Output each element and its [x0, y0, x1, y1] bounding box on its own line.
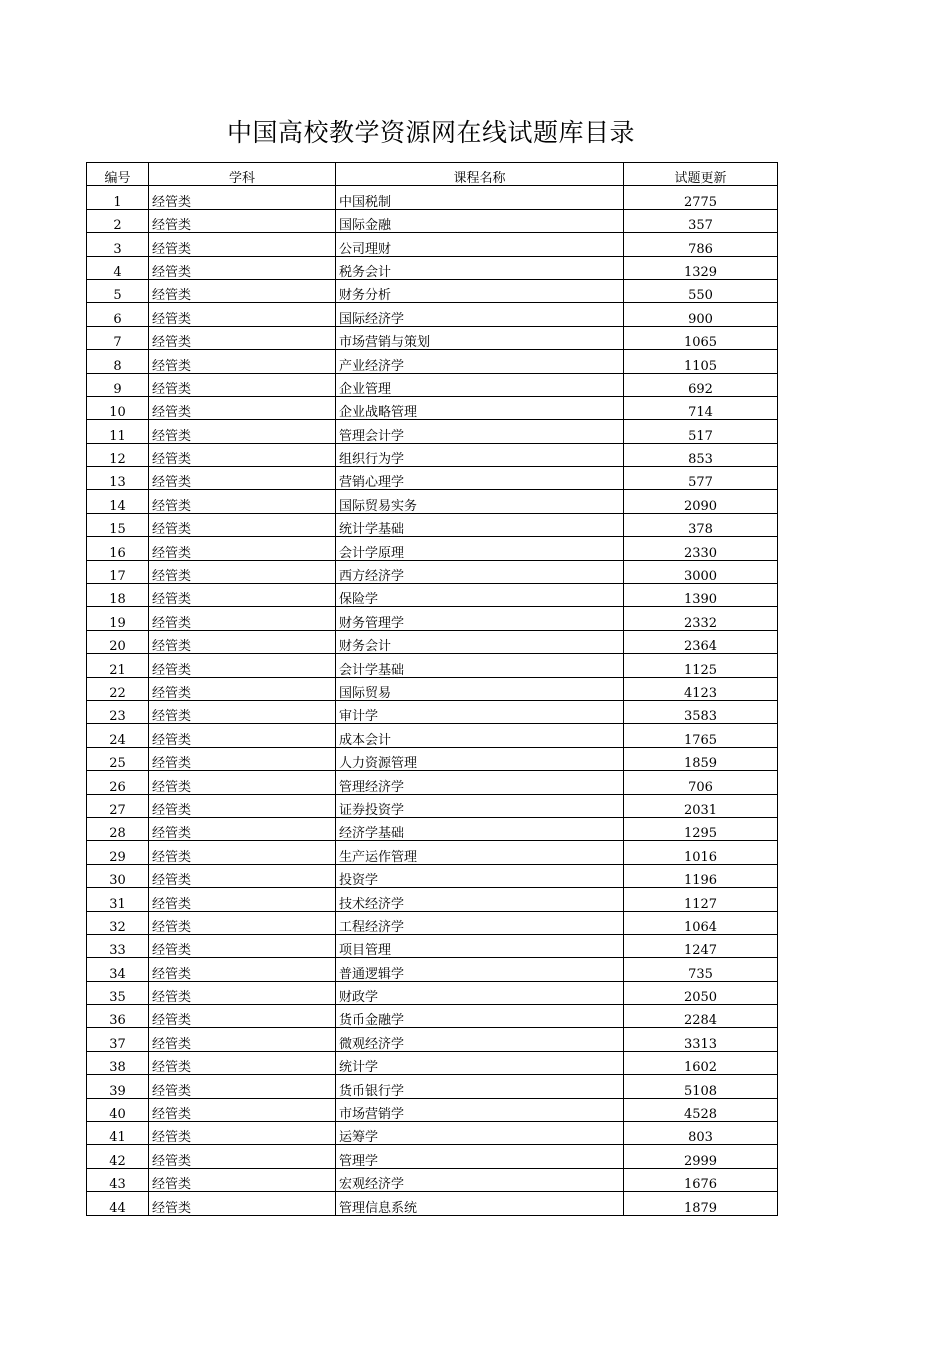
row-question-count: 357: [624, 209, 778, 232]
row-subject: 经管类: [149, 420, 336, 443]
row-question-count: 853: [624, 443, 778, 466]
row-subject: 经管类: [149, 443, 336, 466]
row-subject: 经管类: [149, 934, 336, 957]
table-row: [87, 186, 778, 209]
row-number: 1: [87, 186, 149, 209]
row-question-count: 2050: [624, 981, 778, 1004]
row-course-name: 项目管理: [336, 934, 624, 957]
table-header-row: [87, 163, 778, 186]
row-course-name: 企业管理: [336, 373, 624, 396]
table-row: [87, 1005, 778, 1028]
row-number: 36: [87, 1005, 149, 1028]
table-row: [87, 256, 778, 279]
row-question-count: 550: [624, 279, 778, 302]
table-row: [87, 396, 778, 419]
row-subject: 经管类: [149, 326, 336, 349]
row-subject: 经管类: [149, 350, 336, 373]
row-number: 17: [87, 560, 149, 583]
row-subject: 经管类: [149, 700, 336, 723]
row-number: 3: [87, 233, 149, 256]
row-question-count: 1064: [624, 911, 778, 934]
row-course-name: 市场营销学: [336, 1098, 624, 1121]
row-course-name: 运筹学: [336, 1122, 624, 1145]
table-row: [87, 794, 778, 817]
row-number: 27: [87, 794, 149, 817]
row-question-count: 2332: [624, 607, 778, 630]
row-course-name: 管理会计学: [336, 420, 624, 443]
row-course-name: 投资学: [336, 864, 624, 887]
row-question-count: 1329: [624, 256, 778, 279]
row-course-name: 中国税制: [336, 186, 624, 209]
row-course-name: 微观经济学: [336, 1028, 624, 1051]
row-subject: 经管类: [149, 186, 336, 209]
row-number: 15: [87, 513, 149, 536]
row-number: 24: [87, 724, 149, 747]
row-subject: 经管类: [149, 467, 336, 490]
row-subject: 经管类: [149, 279, 336, 302]
row-subject: 经管类: [149, 256, 336, 279]
table-row: [87, 771, 778, 794]
row-number: 37: [87, 1028, 149, 1051]
table-row: [87, 420, 778, 443]
row-course-name: 会计学原理: [336, 537, 624, 560]
table-row: [87, 747, 778, 770]
row-question-count: 577: [624, 467, 778, 490]
row-question-count: 2284: [624, 1005, 778, 1028]
table-row: [87, 467, 778, 490]
table-row: [87, 1028, 778, 1051]
row-subject: 经管类: [149, 677, 336, 700]
row-subject: 经管类: [149, 513, 336, 536]
row-course-name: 财政学: [336, 981, 624, 1004]
header-question-updates: 试题更新: [624, 163, 778, 186]
row-number: 13: [87, 467, 149, 490]
row-subject: 经管类: [149, 771, 336, 794]
row-subject: 经管类: [149, 724, 336, 747]
table-row: [87, 630, 778, 653]
row-number: 22: [87, 677, 149, 700]
table-row: [87, 560, 778, 583]
row-subject: 经管类: [149, 841, 336, 864]
course-catalog-table: [86, 162, 778, 1216]
row-question-count: 1125: [624, 654, 778, 677]
row-course-name: 营销心理学: [336, 467, 624, 490]
row-number: 33: [87, 934, 149, 957]
header-course-name: 课程名称: [336, 163, 624, 186]
row-number: 7: [87, 326, 149, 349]
row-subject: 经管类: [149, 1028, 336, 1051]
row-subject: 经管类: [149, 1168, 336, 1191]
row-number: 40: [87, 1098, 149, 1121]
table-row: [87, 677, 778, 700]
row-question-count: 692: [624, 373, 778, 396]
table-row: [87, 700, 778, 723]
row-number: 8: [87, 350, 149, 373]
row-question-count: 3000: [624, 560, 778, 583]
row-course-name: 宏观经济学: [336, 1168, 624, 1191]
row-course-name: 证券投资学: [336, 794, 624, 817]
row-course-name: 国际贸易实务: [336, 490, 624, 513]
row-course-name: 工程经济学: [336, 911, 624, 934]
row-course-name: 国际金融: [336, 209, 624, 232]
row-question-count: 3583: [624, 700, 778, 723]
table-row: [87, 209, 778, 232]
row-question-count: 1016: [624, 841, 778, 864]
row-number: 9: [87, 373, 149, 396]
row-number: 2: [87, 209, 149, 232]
row-course-name: 人力资源管理: [336, 747, 624, 770]
row-subject: 经管类: [149, 1122, 336, 1145]
row-question-count: 1247: [624, 934, 778, 957]
page-title: 中国高校教学资源网在线试题库目录: [226, 118, 635, 147]
row-number: 35: [87, 981, 149, 1004]
row-course-name: 税务会计: [336, 256, 624, 279]
row-number: 23: [87, 700, 149, 723]
table-row: [87, 303, 778, 326]
row-question-count: 4123: [624, 677, 778, 700]
row-number: 25: [87, 747, 149, 770]
table-row: [87, 911, 778, 934]
table-row: [87, 1168, 778, 1191]
table-row: [87, 513, 778, 536]
table-row: [87, 490, 778, 513]
table-row: [87, 1075, 778, 1098]
row-course-name: 财务管理学: [336, 607, 624, 630]
row-question-count: 1602: [624, 1051, 778, 1074]
row-number: 11: [87, 420, 149, 443]
row-subject: 经管类: [149, 1005, 336, 1028]
row-course-name: 市场营销与策划: [336, 326, 624, 349]
row-number: 32: [87, 911, 149, 934]
header-subject: 学科: [149, 163, 336, 186]
row-number: 4: [87, 256, 149, 279]
row-number: 16: [87, 537, 149, 560]
row-question-count: 1676: [624, 1168, 778, 1191]
row-course-name: 生产运作管理: [336, 841, 624, 864]
row-subject: 经管类: [149, 560, 336, 583]
row-course-name: 财务分析: [336, 279, 624, 302]
row-course-name: 财务会计: [336, 630, 624, 653]
row-course-name: 管理经济学: [336, 771, 624, 794]
table-row: [87, 279, 778, 302]
table-row: [87, 1145, 778, 1168]
row-course-name: 组织行为学: [336, 443, 624, 466]
row-course-name: 审计学: [336, 700, 624, 723]
row-subject: 经管类: [149, 233, 336, 256]
row-number: 42: [87, 1145, 149, 1168]
row-number: 30: [87, 864, 149, 887]
table-row: [87, 326, 778, 349]
row-course-name: 货币银行学: [336, 1075, 624, 1098]
row-subject: 经管类: [149, 303, 336, 326]
row-subject: 经管类: [149, 911, 336, 934]
row-course-name: 公司理财: [336, 233, 624, 256]
table-row: [87, 958, 778, 981]
row-subject: 经管类: [149, 1051, 336, 1074]
row-course-name: 管理学: [336, 1145, 624, 1168]
row-question-count: 1105: [624, 350, 778, 373]
row-question-count: 378: [624, 513, 778, 536]
row-course-name: 保险学: [336, 584, 624, 607]
row-number: 28: [87, 817, 149, 840]
row-subject: 经管类: [149, 817, 336, 840]
row-course-name: 成本会计: [336, 724, 624, 747]
row-number: 31: [87, 888, 149, 911]
row-subject: 经管类: [149, 490, 336, 513]
row-question-count: 786: [624, 233, 778, 256]
row-course-name: 管理信息系统: [336, 1192, 624, 1215]
row-question-count: 2364: [624, 630, 778, 653]
table-row: [87, 373, 778, 396]
row-number: 34: [87, 958, 149, 981]
row-number: 41: [87, 1122, 149, 1145]
row-number: 44: [87, 1192, 149, 1215]
row-course-name: 普通逻辑学: [336, 958, 624, 981]
table-row: [87, 443, 778, 466]
row-course-name: 会计学基础: [336, 654, 624, 677]
row-subject: 经管类: [149, 1098, 336, 1121]
row-course-name: 技术经济学: [336, 888, 624, 911]
row-subject: 经管类: [149, 537, 336, 560]
row-question-count: 2775: [624, 186, 778, 209]
row-course-name: 统计学: [336, 1051, 624, 1074]
table-row: [87, 584, 778, 607]
row-course-name: 统计学基础: [336, 513, 624, 536]
row-number: 18: [87, 584, 149, 607]
row-subject: 经管类: [149, 607, 336, 630]
row-number: 10: [87, 396, 149, 419]
row-number: 5: [87, 279, 149, 302]
table-row: [87, 864, 778, 887]
row-question-count: 1390: [624, 584, 778, 607]
row-course-name: 国际经济学: [336, 303, 624, 326]
row-subject: 经管类: [149, 1192, 336, 1215]
row-course-name: 国际贸易: [336, 677, 624, 700]
table-row: [87, 607, 778, 630]
row-question-count: 1765: [624, 724, 778, 747]
table-row: [87, 537, 778, 560]
table-row: [87, 841, 778, 864]
row-question-count: 2031: [624, 794, 778, 817]
row-number: 43: [87, 1168, 149, 1191]
row-number: 14: [87, 490, 149, 513]
row-question-count: 1196: [624, 864, 778, 887]
table-row: [87, 1051, 778, 1074]
row-question-count: 900: [624, 303, 778, 326]
row-question-count: 1859: [624, 747, 778, 770]
row-course-name: 货币金融学: [336, 1005, 624, 1028]
row-subject: 经管类: [149, 396, 336, 419]
table-row: [87, 1122, 778, 1145]
row-subject: 经管类: [149, 958, 336, 981]
table-row: [87, 817, 778, 840]
table-row: [87, 724, 778, 747]
row-question-count: 714: [624, 396, 778, 419]
row-question-count: 2999: [624, 1145, 778, 1168]
table-row: [87, 888, 778, 911]
row-question-count: 2090: [624, 490, 778, 513]
row-subject: 经管类: [149, 888, 336, 911]
row-subject: 经管类: [149, 981, 336, 1004]
table-body: [87, 186, 778, 1215]
row-question-count: 517: [624, 420, 778, 443]
row-number: 12: [87, 443, 149, 466]
row-subject: 经管类: [149, 654, 336, 677]
table-row: [87, 934, 778, 957]
row-number: 19: [87, 607, 149, 630]
row-number: 21: [87, 654, 149, 677]
row-question-count: 1065: [624, 326, 778, 349]
row-subject: 经管类: [149, 373, 336, 396]
row-question-count: 803: [624, 1122, 778, 1145]
row-question-count: 1295: [624, 817, 778, 840]
row-question-count: 3313: [624, 1028, 778, 1051]
row-subject: 经管类: [149, 630, 336, 653]
table-row: [87, 981, 778, 1004]
row-number: 20: [87, 630, 149, 653]
row-question-count: 706: [624, 771, 778, 794]
row-subject: 经管类: [149, 864, 336, 887]
table-row: [87, 233, 778, 256]
row-course-name: 西方经济学: [336, 560, 624, 583]
table-row: [87, 350, 778, 373]
row-subject: 经管类: [149, 1145, 336, 1168]
table-row: [87, 654, 778, 677]
row-number: 39: [87, 1075, 149, 1098]
row-question-count: 1879: [624, 1192, 778, 1215]
row-number: 6: [87, 303, 149, 326]
header-number: 编号: [87, 163, 149, 186]
row-subject: 经管类: [149, 794, 336, 817]
row-question-count: 5108: [624, 1075, 778, 1098]
row-number: 38: [87, 1051, 149, 1074]
row-question-count: 2330: [624, 537, 778, 560]
row-subject: 经管类: [149, 584, 336, 607]
row-subject: 经管类: [149, 209, 336, 232]
table-row: [87, 1098, 778, 1121]
row-subject: 经管类: [149, 747, 336, 770]
table-row: [87, 1192, 778, 1215]
row-course-name: 企业战略管理: [336, 396, 624, 419]
row-number: 26: [87, 771, 149, 794]
row-question-count: 1127: [624, 888, 778, 911]
row-question-count: 735: [624, 958, 778, 981]
row-question-count: 4528: [624, 1098, 778, 1121]
row-subject: 经管类: [149, 1075, 336, 1098]
row-number: 29: [87, 841, 149, 864]
row-course-name: 产业经济学: [336, 350, 624, 373]
row-course-name: 经济学基础: [336, 817, 624, 840]
